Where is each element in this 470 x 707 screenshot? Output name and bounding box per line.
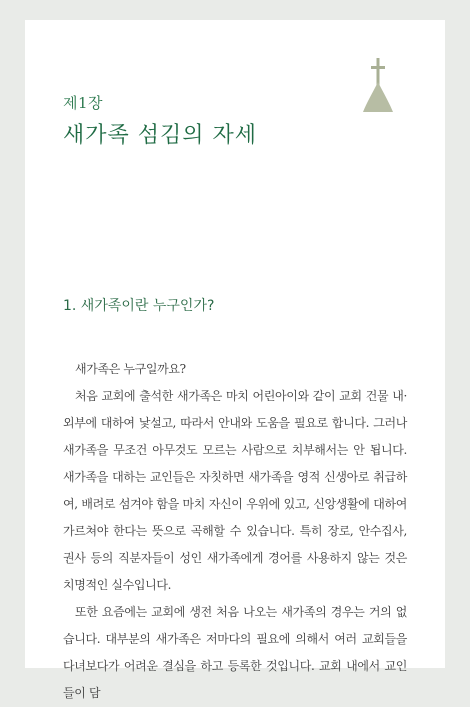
chapter-label: 제1장 <box>63 94 104 112</box>
church-icon <box>363 58 393 114</box>
body-text <box>63 356 407 707</box>
book-page <box>25 20 445 700</box>
paragraph: 새가족은 누구일까요? <box>75 362 186 376</box>
chapter-title: 새가족 섬김의 자세 <box>63 123 258 148</box>
section-heading: 1. 새가족이란 누구인가? <box>63 298 215 314</box>
paragraph: 처음 교회에 출석한 새가족은 마치 어린아이와 같이 교회 건물 내·외부에 대하여 낯설고, 따라서 안내와 도움을 필요로 합니다. 그러나 새가족을 무조건 아무것도 모르는 사람으로 치부해서는 안 됩니다. 새가족을 대하는 교인들은 자칫하면 새가족을 영적 신생아로 취급하여, 배려로 섬겨야 함을 마치 자신이 우위에 있고, 신앙생활에 대하여 가르쳐야 한다는 뜻으로 곡해할 수 있습니다. 특히 장로, 안수집사, 권사 등의 직분자들이 성인 새가족에게 경어를 사용하지 않는 것은 치명적인 실수입니다. <box>63 389 407 592</box>
paragraph: 또한 요즘에는 교회에 생전 처음 나오는 새가족의 경우는 거의 없습니다. 대부분의 새가족은 저마다의 필요에 의해서 여러 교회들을 다녀보다가 어려운 결심을 하고 등록한 것입니다. 교회 내에서 교인들이 담 <box>63 605 407 700</box>
